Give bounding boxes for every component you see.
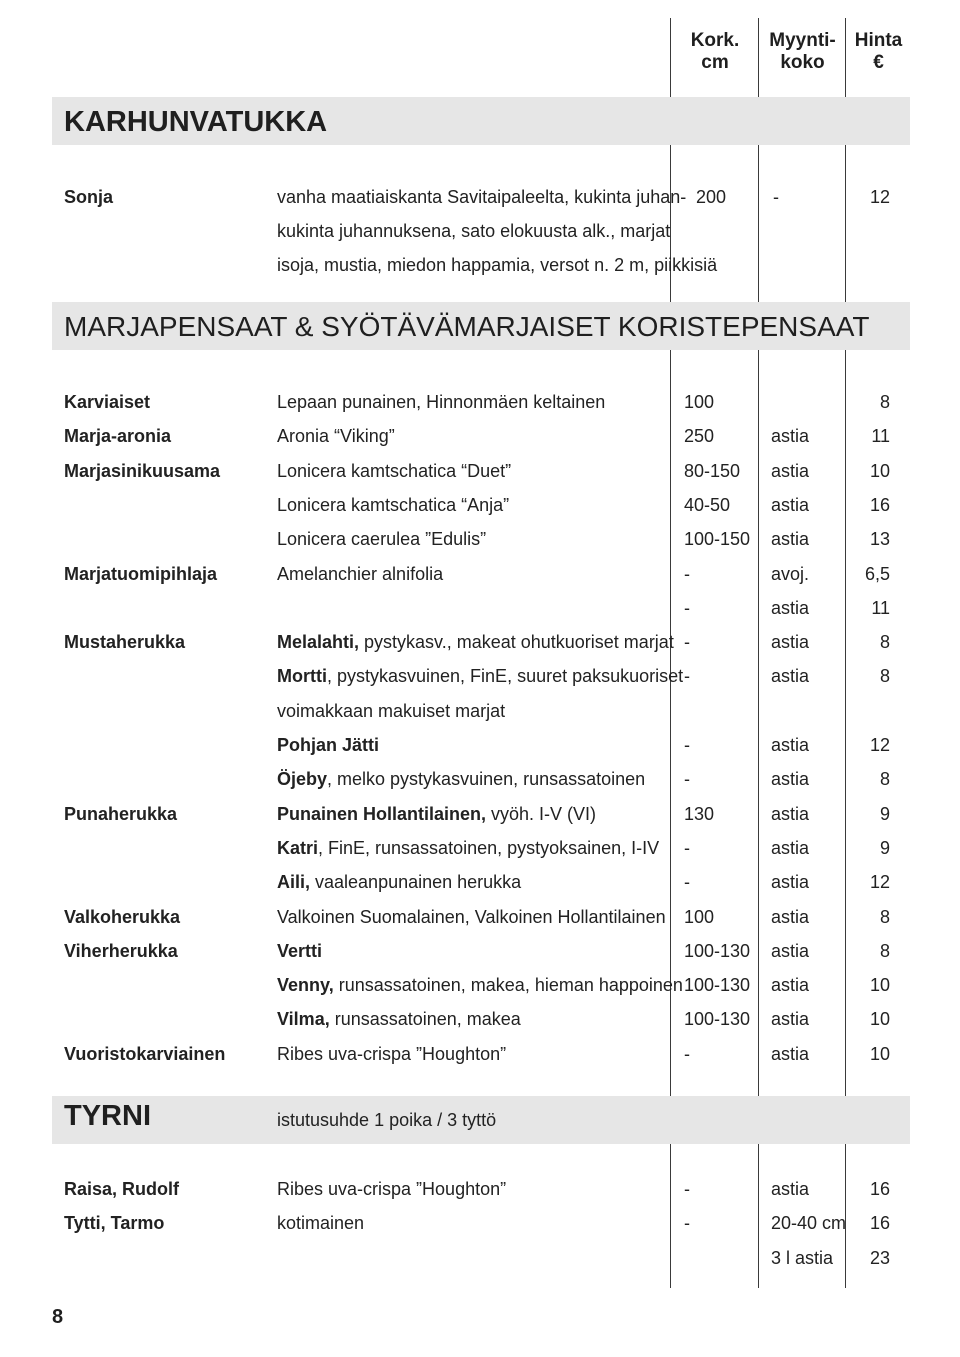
row-price: 8 — [879, 907, 890, 927]
row-description — [277, 1043, 506, 1065]
row-height: - — [684, 1044, 690, 1064]
row-size: avoj. — [771, 564, 810, 584]
sonja-price: 12 — [869, 187, 890, 207]
row-size: astia — [771, 666, 810, 686]
row-size: astia — [771, 872, 810, 892]
row-size: astia — [771, 461, 810, 481]
sonja-desc-line-1: vanha maatiaiskanta Savitaipaleelta, kukinta juhan- — [277, 187, 687, 207]
row-size: astia — [771, 975, 810, 995]
row-height: - — [684, 564, 690, 584]
row-description-text: vyöh. I-V (VI) — [486, 804, 597, 824]
tyrni-row-size: 20-40 cm — [771, 1213, 847, 1233]
row-description — [277, 563, 443, 585]
row-size: astia — [771, 426, 810, 446]
header-height: Kork. cm — [690, 30, 740, 73]
row-height: - — [684, 735, 690, 755]
tyrni-row-price: 23 — [869, 1248, 890, 1268]
tyrni-note: istutusuhde 1 poika / 3 tyttö — [277, 1110, 497, 1130]
row-price: 6,5 — [864, 564, 890, 584]
row-description — [277, 837, 659, 859]
row-price: 9 — [879, 804, 890, 824]
row-description — [277, 940, 322, 962]
row-price: 8 — [879, 769, 890, 789]
row-size: astia — [771, 1009, 810, 1029]
sonja-desc-line-2: kukinta juhannuksena, sato elokuusta alk., marjat — [277, 221, 671, 241]
row-description — [277, 528, 486, 550]
row-height: 250 — [684, 426, 715, 446]
tyrni-row-height: - — [684, 1179, 690, 1199]
row-height: 130 — [684, 804, 715, 824]
row-description — [277, 665, 683, 687]
row-size: astia — [771, 495, 810, 515]
row-description — [277, 631, 674, 653]
row-variety-name: Punainen Hollantilainen, — [277, 804, 487, 824]
row-variety-name: Mortti — [277, 666, 327, 686]
row-description — [277, 494, 509, 516]
sonja-name: Sonja — [64, 187, 114, 207]
row-description — [277, 768, 645, 790]
row-description — [277, 391, 605, 413]
row-description — [277, 425, 395, 447]
row-description-text: , melko pystykasvuinen, runsassatoinen — [327, 769, 646, 789]
row-description-text: Lonicera kamtschatica “Duet” — [277, 461, 512, 481]
row-price: 10 — [869, 1009, 890, 1029]
row-size: astia — [771, 769, 810, 789]
header-size: Myynti- koko — [769, 30, 836, 73]
row-size: astia — [771, 735, 810, 755]
tyrni-row-price: 16 — [869, 1179, 890, 1199]
row-size: astia — [771, 907, 810, 927]
row-description-text: pystykasv., makeat ohutkuoriset marjat — [359, 632, 674, 652]
row-name: Viherherukka — [64, 941, 178, 961]
row-height: - — [684, 769, 690, 789]
row-height: 100 — [684, 392, 715, 412]
row-price: 11 — [871, 426, 890, 446]
row-description — [277, 460, 511, 482]
row-description — [277, 974, 683, 996]
row-size: astia — [771, 838, 810, 858]
row-height: - — [684, 838, 690, 858]
row-variety-name: Pohjan Jätti — [277, 735, 380, 755]
row-name: Mustaherukka — [64, 632, 186, 652]
header-price: Hinta € — [854, 30, 903, 73]
row-price: 12 — [869, 735, 890, 755]
row-height: 80-150 — [684, 461, 741, 481]
row-height: - — [684, 632, 690, 652]
row-height: 100-130 — [684, 941, 751, 961]
row-height: 100-150 — [684, 529, 751, 549]
section-title-tyrni: TYRNI — [64, 1100, 151, 1132]
row-variety-name: Katri — [277, 838, 319, 858]
row-name: Marjasinikuusama — [64, 461, 221, 481]
row-description-text: Aronia “Viking” — [277, 426, 395, 446]
tyrni-row-size: 3 l astia — [771, 1248, 834, 1268]
row-description-text: , pystykasvuinen, FinE, suuret paksukuoriset — [326, 666, 684, 686]
row-size: astia — [771, 598, 810, 618]
row-variety-name: Melalahti, — [277, 632, 360, 652]
row-name: Karviaiset — [64, 392, 151, 412]
row-price: 8 — [879, 666, 890, 686]
row-price: 12 — [869, 872, 890, 892]
row-size: astia — [771, 1044, 810, 1064]
section-title-karhunvatukka: KARHUNVATUKKA — [64, 106, 328, 138]
row-variety-name: Vilma, — [277, 1009, 330, 1029]
row-name: Valkoherukka — [64, 907, 181, 927]
row-price: 16 — [869, 495, 890, 515]
row-size: astia — [771, 804, 810, 824]
row-description-text: runsassatoinen, makea, hieman happoinen — [333, 975, 683, 995]
row-description-text: Valkoinen Suomalainen, Valkoinen Hollantilainen — [277, 907, 666, 927]
row-name: Punaherukka — [64, 804, 178, 824]
row-height: 40-50 — [684, 495, 731, 515]
row-variety-name: Venny, — [277, 975, 334, 995]
row-price: 8 — [879, 941, 890, 961]
row-price: 11 — [871, 598, 890, 618]
row-price: 10 — [869, 1044, 890, 1064]
page-number: 8 — [52, 1306, 64, 1328]
row-price: 10 — [869, 975, 890, 995]
row-description — [277, 734, 379, 756]
row-description-text: Lepaan punainen, Hinnonmäen keltainen — [277, 392, 606, 412]
row-description — [277, 700, 505, 722]
row-description-text: Lonicera kamtschatica “Anja” — [277, 495, 510, 515]
row-name: Marja-aronia — [64, 426, 172, 446]
sonja-height: 200 — [696, 187, 727, 207]
row-variety-name: Öjeby — [277, 769, 328, 789]
row-size: astia — [771, 941, 810, 961]
row-description — [277, 906, 666, 928]
row-description-text: Amelanchier alnifolia — [277, 564, 444, 584]
tyrni-row-size: astia — [771, 1179, 810, 1199]
row-description-text: Ribes uva-crispa ”Houghton” — [277, 1044, 507, 1064]
sonja-size: - — [773, 187, 779, 207]
tyrni-row-name: Tytti, Tarmo — [64, 1213, 165, 1233]
row-height: 100-130 — [684, 975, 751, 995]
row-description-text: voimakkaan makuiset marjat — [277, 701, 506, 721]
row-description-text: Lonicera caerulea ”Edulis” — [277, 529, 487, 549]
row-size: astia — [771, 632, 810, 652]
tyrni-row-price: 16 — [869, 1213, 890, 1233]
tyrni-row-height: - — [684, 1213, 690, 1233]
tyrni-row-description: kotimainen — [277, 1213, 365, 1233]
row-height: 100-130 — [684, 1009, 751, 1029]
row-price: 8 — [879, 632, 890, 652]
row-price: 9 — [879, 838, 890, 858]
row-height: - — [684, 666, 690, 686]
tyrni-row-description: Ribes uva-crispa ”Houghton” — [277, 1179, 507, 1199]
row-size: astia — [771, 529, 810, 549]
row-description — [277, 1008, 521, 1030]
section-title-marjapensaat: MARJAPENSAAT & SYÖTÄVÄMARJAISET KORISTEPENSAAT — [64, 311, 870, 342]
row-description-text: runsassatoinen, makea — [329, 1009, 521, 1029]
row-name: Vuoristokarviainen — [64, 1044, 226, 1064]
row-height: 100 — [684, 907, 715, 927]
row-description-text: vaaleanpunainen herukka — [310, 872, 522, 892]
row-height: - — [684, 872, 690, 892]
row-description — [277, 803, 596, 825]
sonja-desc-line-3: isoja, mustia, miedon happamia, versot n. 2 m, piikkisiä — [277, 255, 718, 275]
row-price: 13 — [869, 529, 890, 549]
row-name: Marjatuomipihlaja — [64, 564, 218, 584]
row-price: 8 — [879, 392, 890, 412]
tyrni-row-name: Raisa, Rudolf — [64, 1179, 180, 1199]
row-variety-name: Vertti — [277, 941, 323, 961]
row-price: 10 — [869, 461, 890, 481]
row-description-text: , FinE, runsassatoinen, pystyoksainen, I-IV — [318, 838, 660, 858]
row-height: - — [684, 598, 690, 618]
row-variety-name: Aili, — [277, 872, 311, 892]
row-description — [277, 871, 521, 893]
